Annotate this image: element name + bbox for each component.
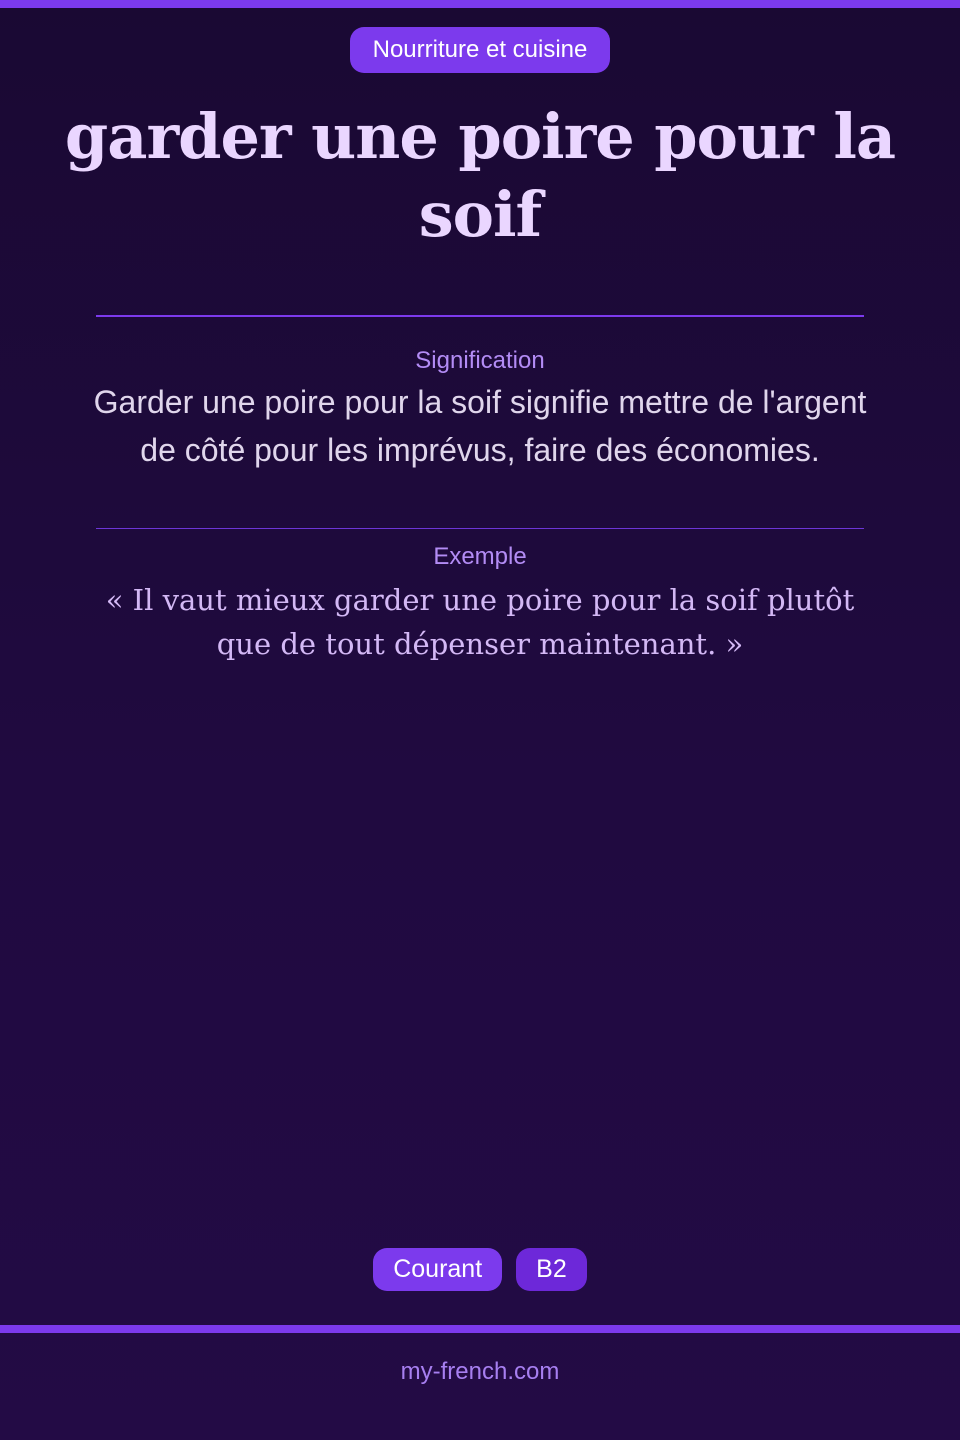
meaning-text: Garder une poire pour la soif signifie mettre de l'argent de côté pour les imprévus, faire des économies. — [93, 384, 867, 468]
bottom-accent-bar — [0, 1325, 960, 1333]
example-label: Exemple — [433, 543, 527, 570]
footer-site: my-french.com — [400, 1358, 560, 1385]
title-divider — [96, 315, 864, 317]
top-accent-bar — [0, 0, 960, 8]
section-divider — [96, 528, 864, 529]
expression-title: garder une poire pour la soif — [64, 100, 896, 251]
register-tag: Courant — [373, 1248, 502, 1291]
example-text: « Il vaut mieux garder une poire pour la soif plutôt que de tout dépenser maintenant. » — [105, 583, 855, 661]
tag-list — [0, 1248, 960, 1291]
level-tag: B2 — [516, 1248, 587, 1291]
meaning-label: Signification — [415, 347, 545, 374]
category-badge: Nourriture et cuisine — [350, 27, 610, 73]
